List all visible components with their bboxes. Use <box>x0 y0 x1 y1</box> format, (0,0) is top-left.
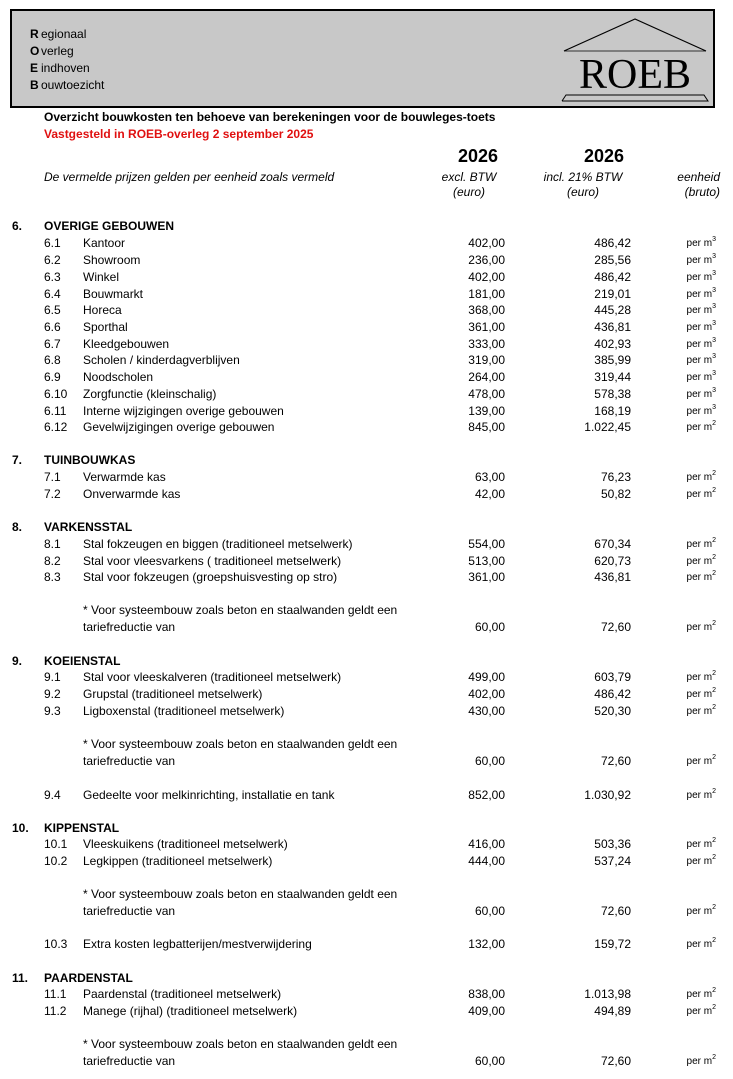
price-excl-btw: 63,00 <box>474 470 505 484</box>
table-row <box>0 703 733 720</box>
price-incl-btw: 445,28 <box>594 303 631 317</box>
section-number: 10. <box>12 821 29 835</box>
row-code: 6.5 <box>44 303 61 317</box>
price-incl-btw: 436,81 <box>594 570 631 584</box>
price-incl-btw: 72,60 <box>600 1054 631 1068</box>
price-incl-btw: 486,42 <box>594 687 631 701</box>
table-row <box>0 286 733 303</box>
price-incl-btw: 285,56 <box>594 253 631 267</box>
unit-label: per $m^2$ <box>686 704 716 717</box>
unit-label: per $m^3$ <box>686 337 716 350</box>
price-excl-btw: 402,00 <box>468 687 505 701</box>
table-row <box>0 853 733 870</box>
row-code: 6.2 <box>44 253 61 267</box>
price-incl-btw: 402,93 <box>594 337 631 351</box>
price-excl-btw: 499,00 <box>468 670 505 684</box>
row-code: 10.1 <box>44 837 68 851</box>
row-code: 9.3 <box>44 704 61 718</box>
table-row <box>0 352 733 369</box>
row-description: Winkel <box>83 270 120 284</box>
row-description: Gedeelte voor melkinrichting, installatie en tank <box>83 788 335 802</box>
unit-label: per $m^2$ <box>686 788 716 801</box>
row-description: Legkippen (traditioneel metselwerk) <box>83 854 273 868</box>
section-number: 6. <box>12 219 23 233</box>
table-row <box>0 1003 733 1020</box>
row-code: 9.2 <box>44 687 61 701</box>
column-header-excl: excl. BTW (euro) <box>441 170 497 199</box>
org-initial: R <box>30 27 39 41</box>
unit-label: per $m^3$ <box>686 320 716 333</box>
row-code: 6.11 <box>44 404 67 418</box>
price-incl-btw: 1.013,98 <box>584 987 631 1001</box>
unit-label: per $m^2$ <box>686 420 716 433</box>
section-heading <box>0 970 733 987</box>
unit-label: per $m^2$ <box>686 470 716 483</box>
table-row <box>0 836 733 853</box>
row-description: Stal voor vleeskalveren (traditioneel metselwerk) <box>83 670 342 684</box>
section-title: OVERIGE GEBOUWEN <box>44 219 175 233</box>
price-incl-btw: 620,73 <box>594 554 631 568</box>
table-row <box>0 403 733 420</box>
table-row <box>0 302 733 319</box>
column-header-incl: incl. 21% BTW (euro) <box>543 170 623 199</box>
row-code: 6.12 <box>44 420 68 434</box>
table-row <box>0 252 733 269</box>
system-build-note <box>0 602 733 619</box>
row-description: Ligboxenstal (traditioneel metselwerk) <box>83 704 285 718</box>
price-incl-btw: 50,82 <box>600 487 631 501</box>
row-description: Extra kosten legbatterijen/mestverwijdering <box>83 937 312 951</box>
row-code: 11.1 <box>44 987 67 1001</box>
price-incl-btw: 72,60 <box>600 904 631 918</box>
logo-text: ROEB <box>578 52 692 98</box>
note-text: tariefreductie van <box>83 754 176 768</box>
unit-label: per $m^2$ <box>686 987 716 1000</box>
section-heading <box>0 218 733 235</box>
organization-name <box>30 26 104 94</box>
note-text: * Voor systeembouw zoals beton en staalwanden geldt een <box>83 603 398 617</box>
row-description: Stal voor fokzeugen (groepshuisvesting op stro) <box>83 570 338 584</box>
row-code: 6.8 <box>44 353 61 367</box>
price-excl-btw: 60,00 <box>474 904 505 918</box>
row-code: 6.6 <box>44 320 61 334</box>
row-code: 7.2 <box>44 487 61 501</box>
price-excl-btw: 554,00 <box>468 537 505 551</box>
section-number: 8. <box>12 520 23 534</box>
price-excl-btw: 319,00 <box>468 353 505 367</box>
row-code: 8.3 <box>44 570 61 584</box>
table-row <box>0 669 733 686</box>
table-row <box>0 787 733 804</box>
price-excl-btw: 430,00 <box>468 704 505 718</box>
section-heading <box>0 653 733 670</box>
org-initial: E <box>30 61 39 75</box>
unit-label: per $m^2$ <box>686 754 716 767</box>
table-row <box>0 369 733 386</box>
note-text: * Voor systeembouw zoals beton en staalwanden geldt een <box>83 887 398 901</box>
price-excl-btw: 478,00 <box>468 387 505 401</box>
price-incl-btw: 670,34 <box>594 537 631 551</box>
row-code: 6.10 <box>44 387 68 401</box>
row-code: 9.1 <box>44 670 61 684</box>
roeb-logo <box>560 15 710 103</box>
unit-label: per $m^3$ <box>686 404 716 417</box>
row-description: Sporthal <box>83 320 128 334</box>
price-excl-btw: 368,00 <box>468 303 505 317</box>
table-row <box>0 1053 733 1070</box>
price-incl-btw: 72,60 <box>600 620 631 634</box>
price-excl-btw: 852,00 <box>468 788 505 802</box>
price-incl-btw: 603,79 <box>594 670 631 684</box>
price-excl-btw: 42,00 <box>474 487 505 501</box>
price-excl-btw: 416,00 <box>468 837 505 851</box>
unit-label: per $m^2$ <box>686 854 716 867</box>
section-heading <box>0 452 733 469</box>
row-code: 6.3 <box>44 270 61 284</box>
price-excl-btw: 838,00 <box>468 987 505 1001</box>
price-excl-btw: 333,00 <box>468 337 505 351</box>
org-word: egionaal <box>41 27 87 41</box>
section-heading <box>0 519 733 536</box>
price-excl-btw: 60,00 <box>474 1054 505 1068</box>
unit-label: per $m^2$ <box>686 570 716 583</box>
system-build-note <box>0 1036 733 1053</box>
price-incl-btw: 1.022,45 <box>584 420 631 434</box>
price-excl-btw: 181,00 <box>468 287 505 301</box>
price-incl-btw: 486,42 <box>594 270 631 284</box>
section-title: KIPPENSTAL <box>44 821 120 835</box>
row-description: Showroom <box>83 253 141 267</box>
section-title: VARKENSSTAL <box>44 520 133 534</box>
section-title: PAARDENSTAL <box>44 971 133 985</box>
unit-label: per $m^3$ <box>686 270 716 283</box>
org-word: ouwtoezicht <box>41 78 105 92</box>
unit-label: per $m^3$ <box>686 287 716 300</box>
org-initial: O <box>30 44 40 58</box>
note-text: * Voor systeembouw zoals beton en staalwanden geldt een <box>83 737 398 751</box>
note-text: tariefreductie van <box>83 904 176 918</box>
unit-label: per $m^2$ <box>686 937 716 950</box>
org-word: indhoven <box>41 61 90 75</box>
table-row <box>0 419 733 436</box>
unit-label: per $m^3$ <box>686 236 716 249</box>
price-excl-btw: 361,00 <box>468 570 505 584</box>
row-description: Kantoor <box>83 236 126 250</box>
price-excl-btw: 361,00 <box>468 320 505 334</box>
year-heading-excl: 2026 <box>458 146 499 166</box>
price-incl-btw: 436,81 <box>594 320 631 334</box>
system-build-note <box>0 736 733 753</box>
row-code: 6.9 <box>44 370 61 384</box>
note-text: * Voor systeembouw zoals beton en staalwanden geldt een <box>83 1037 398 1051</box>
price-incl-btw: 503,36 <box>594 837 631 851</box>
row-description: Bouwmarkt <box>83 287 144 301</box>
price-incl-btw: 537,24 <box>594 854 631 868</box>
row-description: Zorgfunctie (kleinschalig) <box>83 387 217 401</box>
note-text: tariefreductie van <box>83 620 176 634</box>
row-code: 6.1 <box>44 236 61 250</box>
table-row <box>0 486 733 503</box>
price-excl-btw: 236,00 <box>468 253 505 267</box>
price-incl-btw: 159,72 <box>594 937 631 951</box>
table-row <box>0 936 733 953</box>
section-number: 7. <box>12 453 23 467</box>
unit-label: per $m^3$ <box>686 303 716 316</box>
row-description: Paardenstal (traditioneel metselwerk) <box>83 987 282 1001</box>
unit-label: per $m^3$ <box>686 387 716 400</box>
table-row <box>0 386 733 403</box>
table-row <box>0 336 733 353</box>
row-code: 8.2 <box>44 554 61 568</box>
table-row <box>0 269 733 286</box>
table-row <box>0 235 733 252</box>
price-excl-btw: 60,00 <box>474 754 505 768</box>
unit-label: per $m^2$ <box>686 1004 716 1017</box>
table-row <box>0 569 733 586</box>
unit-label: per $m^2$ <box>686 904 716 917</box>
document-subtitle: Vastgesteld in ROEB-overleg 2 september 2025 <box>44 127 314 141</box>
price-incl-btw: 1.030,92 <box>584 788 631 802</box>
price-incl-btw: 219,01 <box>594 287 631 301</box>
unit-label: per $m^2$ <box>686 537 716 550</box>
unit-label: per $m^2$ <box>686 670 716 683</box>
section-number: 11. <box>12 971 29 985</box>
row-description: Interne wijzigingen overige gebouwen <box>83 404 284 418</box>
table-row <box>0 536 733 553</box>
table-row <box>0 753 733 770</box>
row-description: Verwarmde kas <box>83 470 166 484</box>
table-row <box>0 903 733 920</box>
document-title: Overzicht bouwkosten ten behoeve van berekeningen voor de bouwleges-toets <box>44 110 496 124</box>
row-description: Noodscholen <box>83 370 154 384</box>
unit-label: per $m^2$ <box>686 554 716 567</box>
row-description: Kleedgebouwen <box>83 337 170 351</box>
price-excl-btw: 60,00 <box>474 620 505 634</box>
row-code: 10.2 <box>44 854 68 868</box>
unit-label: per $m^3$ <box>686 353 716 366</box>
price-excl-btw: 132,00 <box>468 937 505 951</box>
table-row <box>0 686 733 703</box>
year-heading-incl: 2026 <box>584 146 625 166</box>
row-description: Stal fokzeugen en biggen (traditioneel metselwerk) <box>83 537 353 551</box>
price-excl-btw: 444,00 <box>468 854 505 868</box>
row-description: Onverwarmde kas <box>83 487 181 501</box>
price-incl-btw: 520,30 <box>594 704 631 718</box>
row-description: Stal voor vleesvarkens ( traditioneel metselwerk) <box>83 554 342 568</box>
unit-label: per $m^3$ <box>686 370 716 383</box>
row-code: 11.2 <box>44 1004 67 1018</box>
row-description: Manege (rijhal) (traditioneel metselwerk) <box>83 1004 298 1018</box>
org-initial: B <box>30 78 39 92</box>
price-excl-btw: 513,00 <box>468 554 505 568</box>
table-row <box>0 469 733 486</box>
unit-label: per $m^2$ <box>686 620 716 633</box>
price-incl-btw: 578,38 <box>594 387 631 401</box>
table-row <box>0 986 733 1003</box>
header-banner <box>10 9 715 108</box>
unit-label: per $m^2$ <box>686 487 716 500</box>
row-description: Grupstal (traditioneel metselwerk) <box>83 687 263 701</box>
row-description: Gevelwijzigingen overige gebouwen <box>83 420 275 434</box>
section-heading <box>0 820 733 837</box>
price-incl-btw: 168,19 <box>594 404 631 418</box>
price-excl-btw: 139,00 <box>468 404 505 418</box>
price-incl-btw: 76,23 <box>600 470 631 484</box>
section-title: KOEIENSTAL <box>44 654 121 668</box>
org-word: verleg <box>41 44 74 58</box>
system-build-note <box>0 886 733 903</box>
price-excl-btw: 845,00 <box>468 420 505 434</box>
row-code: 9.4 <box>44 788 61 802</box>
row-description: Scholen / kinderdagverblijven <box>83 353 240 367</box>
row-description: Vleeskuikens (traditioneel metselwerk) <box>83 837 288 851</box>
unit-label: per $m^2$ <box>686 687 716 700</box>
row-code: 6.4 <box>44 287 61 301</box>
row-code: 8.1 <box>44 537 61 551</box>
note-text: tariefreductie van <box>83 1054 176 1068</box>
price-incl-btw: 72,60 <box>600 754 631 768</box>
unit-label: per $m^2$ <box>686 1054 716 1067</box>
section-number: 9. <box>12 654 23 668</box>
row-code: 7.1 <box>44 470 61 484</box>
price-excl-btw: 409,00 <box>468 1004 505 1018</box>
row-description: Horeca <box>83 303 122 317</box>
price-note: De vermelde prijzen gelden per eenheid zoals vermeld <box>44 170 335 184</box>
price-incl-btw: 319,44 <box>594 370 631 384</box>
price-incl-btw: 385,99 <box>594 353 631 367</box>
row-code: 10.3 <box>44 937 68 951</box>
table-row <box>0 619 733 636</box>
section-title: TUINBOUWKAS <box>44 453 136 467</box>
price-excl-btw: 402,00 <box>468 270 505 284</box>
price-incl-btw: 494,89 <box>594 1004 631 1018</box>
price-excl-btw: 402,00 <box>468 236 505 250</box>
unit-label: per $m^3$ <box>686 253 716 266</box>
unit-label: per $m^2$ <box>686 837 716 850</box>
price-incl-btw: 486,42 <box>594 236 631 250</box>
column-header-unit: eenheid (bruto) <box>677 170 720 199</box>
price-excl-btw: 264,00 <box>468 370 505 384</box>
row-code: 6.7 <box>44 337 61 351</box>
table-row <box>0 319 733 336</box>
table-row <box>0 553 733 570</box>
